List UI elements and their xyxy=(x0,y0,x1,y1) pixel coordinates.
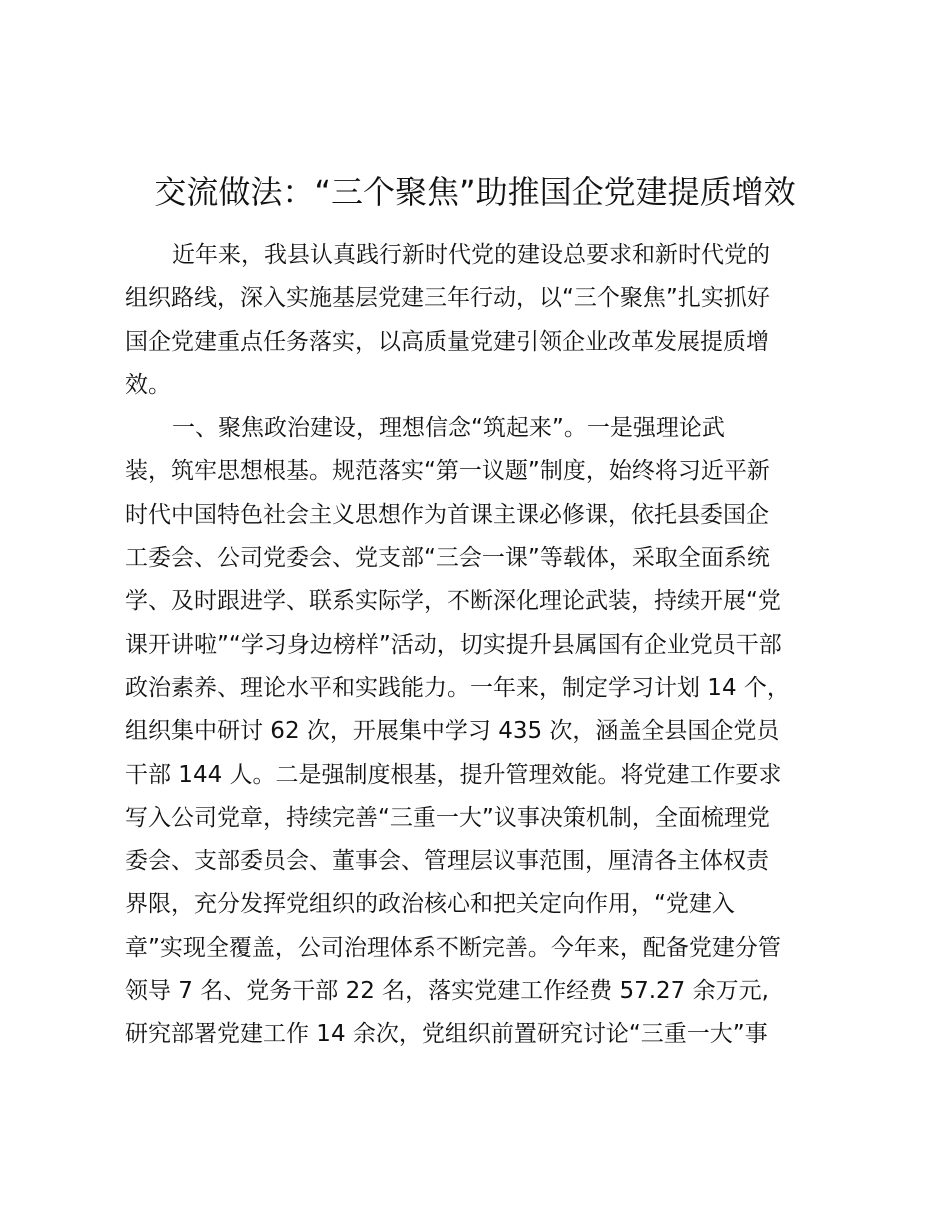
paragraph-line: 领导 7 名、党务干部 22 名，落实党建工作经费 57.27 余万元, xyxy=(125,978,769,1005)
paragraph-line: 界限，充分发挥党组织的政治核心和把关定向作用，“党建入 xyxy=(125,891,735,918)
paragraph-line: 干部 144 人。二是强制度根基，提升管理效能。将党建工作要求 xyxy=(125,761,782,788)
paragraph-line: 效。 xyxy=(125,371,171,398)
paragraph-line: 工委会、公司党委会、党支部“三会一课”等载体，采取全面系统 xyxy=(125,545,770,572)
paragraph-line: 委会、支部委员会、董事会、管理层议事范围，厘清各主体权责 xyxy=(125,848,769,875)
paragraph-line: 课开讲啦”“学习身边榜样”活动，切实提升县属国有企业党员干部 xyxy=(125,631,782,658)
paragraph-line: 写入公司党章，持续完善“三重一大”议事决策机制，全面梳理党 xyxy=(125,804,770,831)
paragraph-line: 章”实现全覆盖，公司治理体系不断完善。今年来，配备党建分管 xyxy=(125,934,781,961)
paragraph-line: 时代中国特色社会主义思想作为首课主课必修课，依托县委国企 xyxy=(125,501,769,528)
document-body xyxy=(125,234,845,1057)
paragraph-line: 组织路线，深入实施基层党建三年行动，以“三个聚焦”扎实抓好 xyxy=(125,285,770,312)
paragraph-line: 研究部署党建工作 14 余次，党组织前置研究讨论“三重一大”事 xyxy=(125,1021,768,1048)
paragraph-line: 学、及时跟进学、联系实际学，不断深化理论武装，持续开展“党 xyxy=(125,588,781,615)
document-title: 交流做法：“三个聚焦”助推国企党建提质增效 xyxy=(154,173,796,211)
paragraph-line: 国企党建重点任务落实，以高质量党建引领企业改革发展提质增 xyxy=(125,328,769,355)
paragraph-line: 一、聚焦政治建设，理想信念“筑起来”。一是强理论武 xyxy=(172,415,725,442)
paragraph-line: 近年来，我县认真践行新时代党的建设总要求和新时代党的 xyxy=(172,242,770,268)
paragraph-line: 装，筑牢思想根基。规范落实“第一议题”制度，始终将习近平新 xyxy=(125,458,770,485)
paragraph-line: 政治素养、理论水平和实践能力。一年来，制定学习计划 14 个， xyxy=(125,674,790,701)
paragraph-line: 组织集中研讨 62 次，开展集中学习 435 次，涵盖全县国企党员 xyxy=(125,718,780,745)
